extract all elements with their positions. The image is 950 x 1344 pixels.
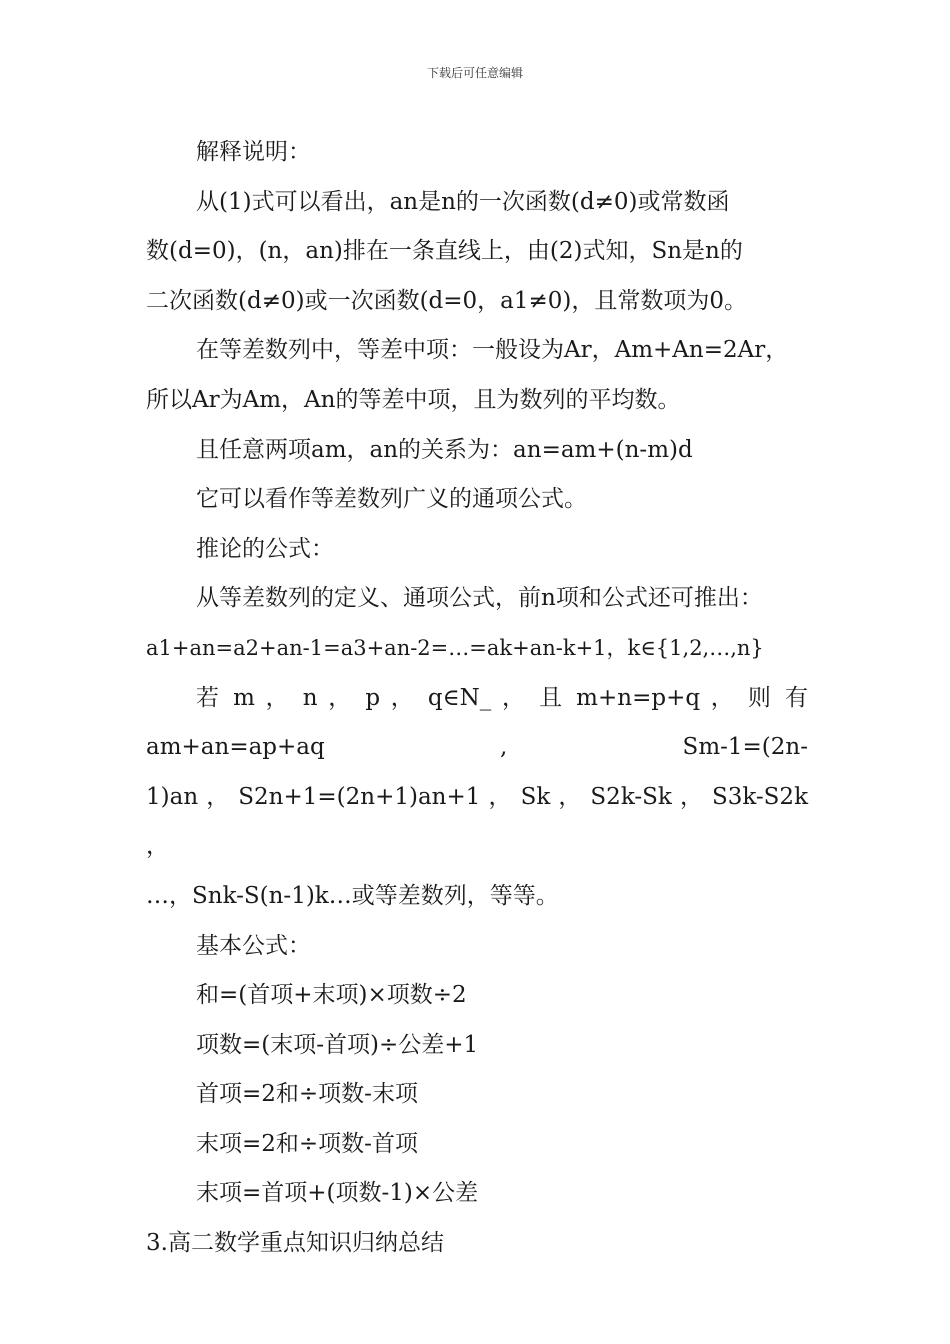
- explanation-heading: 解释说明：: [196, 139, 311, 165]
- paragraph-line: 从(1)式可以看出，an是n的一次函数(d≠0)或常数函: [196, 188, 730, 215]
- page-header: 下载后可任意编辑: [426, 66, 523, 80]
- paragraph-line: 所以Ar为Am，An的等差中项，且为数列的平均数。: [146, 386, 681, 413]
- paragraph-line: 在等差数列中，等差中项：一般设为Ar，Am+An=2Ar，: [196, 337, 789, 364]
- formula-line: a1+an=a2+an-1=a3+an-2=…=ak+an-k+1，k∈{1,2,…,n}: [146, 635, 764, 660]
- formula-line: 项数=(末项-首项)÷公差+1: [196, 1031, 479, 1058]
- formula-line: 末项=2和÷项数-首项: [196, 1130, 418, 1157]
- paragraph-line: …，Snk-S(n-1)k…或等差数列，等等。: [146, 882, 559, 909]
- corollary-heading: 推论的公式：: [196, 535, 334, 562]
- paragraph-line: 二次函数(d≠0)或一次函数(d=0，a1≠0)，且常数项为0。: [146, 287, 748, 314]
- paragraph-line: 1)an ， S2n+1=(2n+1)an+1 ， Sk ， S2k-Sk ， S3k-S2k ，: [146, 783, 808, 860]
- paragraph-line: 且任意两项am，an的关系为：an=am+(n-m)d: [196, 436, 693, 463]
- paragraph-line: 它可以看作等差数列广义的通项公式。: [196, 486, 587, 513]
- section-title: 3.高二数学重点知识归纳总结: [146, 1230, 444, 1257]
- formula-line: 末项=首项+(项数-1)×公差: [196, 1180, 479, 1207]
- document-body: [146, 128, 808, 1269]
- paragraph-line: 若 m ， n ， p ， q∈N_ ， 且 m+n=p+q ， 则 有: [196, 684, 808, 711]
- formula-line: 和=(首项+末项)×项数÷2: [196, 982, 467, 1009]
- paragraph-line: 从等差数列的定义、通项公式，前n项和公式还可推出：: [196, 585, 763, 612]
- formula-line: 首项=2和÷项数-末项: [196, 1081, 418, 1108]
- paragraph-line: am+an=ap+aq , Sm-1=(2n-: [146, 734, 808, 761]
- paragraph-line: 数(d=0)，(n，an)排在一条直线上，由(2)式知，Sn是n的: [146, 238, 743, 265]
- basic-formula-heading: 基本公式：: [196, 932, 311, 959]
